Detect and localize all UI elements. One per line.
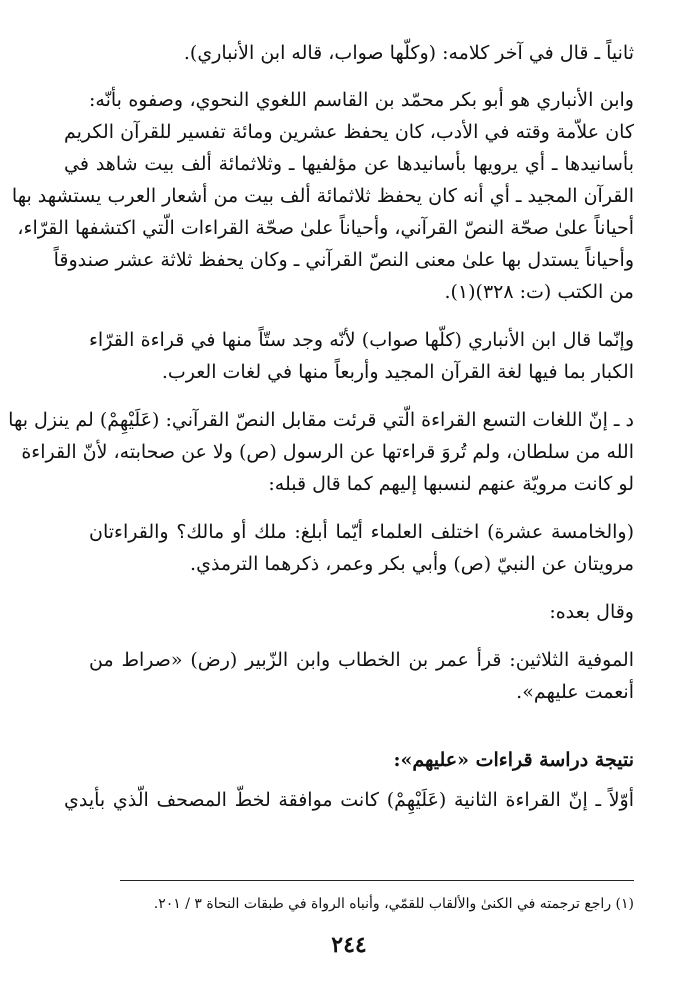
text-line-18: أنعمت عليهم». — [516, 681, 634, 703]
page-number: ٢٤٤ — [331, 932, 367, 958]
text-line-6: أحياناً علىٰ صحّة النصّ القرآني، وأحياناً علىٰ صحّة القراءات الّتي اكتشفها القرّاء، — [17, 217, 634, 239]
footnote-divider — [120, 880, 634, 881]
text-line-12: الله من سلطان، ولم تُروَ قراءتها عن الرسول (ص) ولا عن صحابته، لأنّ القراءة — [21, 441, 634, 463]
text-line-4: بأسانيدها ـ أي يرويها بأسانيدها عن مؤلفيها ـ وثلاثمائة ألف بيت شاهد في — [64, 153, 634, 175]
text-line-14: (والخامسة عشرة) اختلف العلماء أيّما أبلغ: ملك أو مالك؟ والقراءتان — [89, 521, 634, 543]
text-line-15: مرويتان عن النبيّ (ص) وأبي بكر وعمر، ذكرهما الترمذي. — [190, 553, 634, 575]
text-line-9: وإنّما قال ابن الأنباري (كلّها صواب) لأنّه وجد ستّاً منها في قراءة القرّاء — [89, 329, 634, 351]
text-line-11: د ـ إنّ اللغات التسع القراءة الّتي قرئت مقابل النصّ القرآني: (عَلَيْهِمْ) لم ينزل بها — [8, 409, 634, 431]
text-line-17: الموفية الثلاثين: قرأ عمر بن الخطاب وابن الزّبير (رض) «صراط من — [89, 649, 634, 671]
footnote: (١) راجع ترجمته في الكنىٰ والألقاب للقمّي، وأنباه الرواة في طبقات النحاة ٣ / ٢٠١. — [153, 896, 634, 912]
text-line-13: لو كانت مرويّة عنهم لنسبها إليهم كما قال قبله: — [268, 473, 634, 495]
text-line-7: وأحياناً يستدل بها علىٰ معنى النصّ القرآني ـ وكان يحفظ ثلاثة عشر صندوقاً — [53, 249, 634, 271]
text-line-10: الكبار بما فيها لغة القرآن المجيد وأربعاً منها في لغات العرب. — [161, 361, 634, 383]
text-line-8: من الكتب (ت: ٣٢٨)(١). — [444, 281, 634, 303]
section-heading: نتيجة دراسة قراءات «عليهم»: — [393, 749, 634, 771]
text-line-3: كان علاّمة وقته في الأدب، كان يحفظ عشرين ومائة تفسير للقرآن الكريم — [64, 121, 634, 143]
text-line-16: وقال بعده: — [549, 601, 634, 623]
text-line-2: وابن الأنباري هو أبو بكر محمّد بن القاسم اللغوي النحوي، وصفوه بأنّه: — [89, 89, 634, 111]
text-line-1: ثانياً ـ قال في آخر كلامه: (وكلّها صواب، قاله ابن الأنباري). — [183, 42, 634, 64]
text-line-20: أوّلاً ـ إنّ القراءة الثانية (عَلَيْهِمْ) كانت موافقة لخطّ المصحف الّذي بأيدي — [64, 789, 634, 811]
text-line-5: القرآن المجيد ـ أي أنه كان يحفظ ثلاثمائة ألف بيت من أشعار العرب يستشهد بها — [11, 185, 634, 207]
